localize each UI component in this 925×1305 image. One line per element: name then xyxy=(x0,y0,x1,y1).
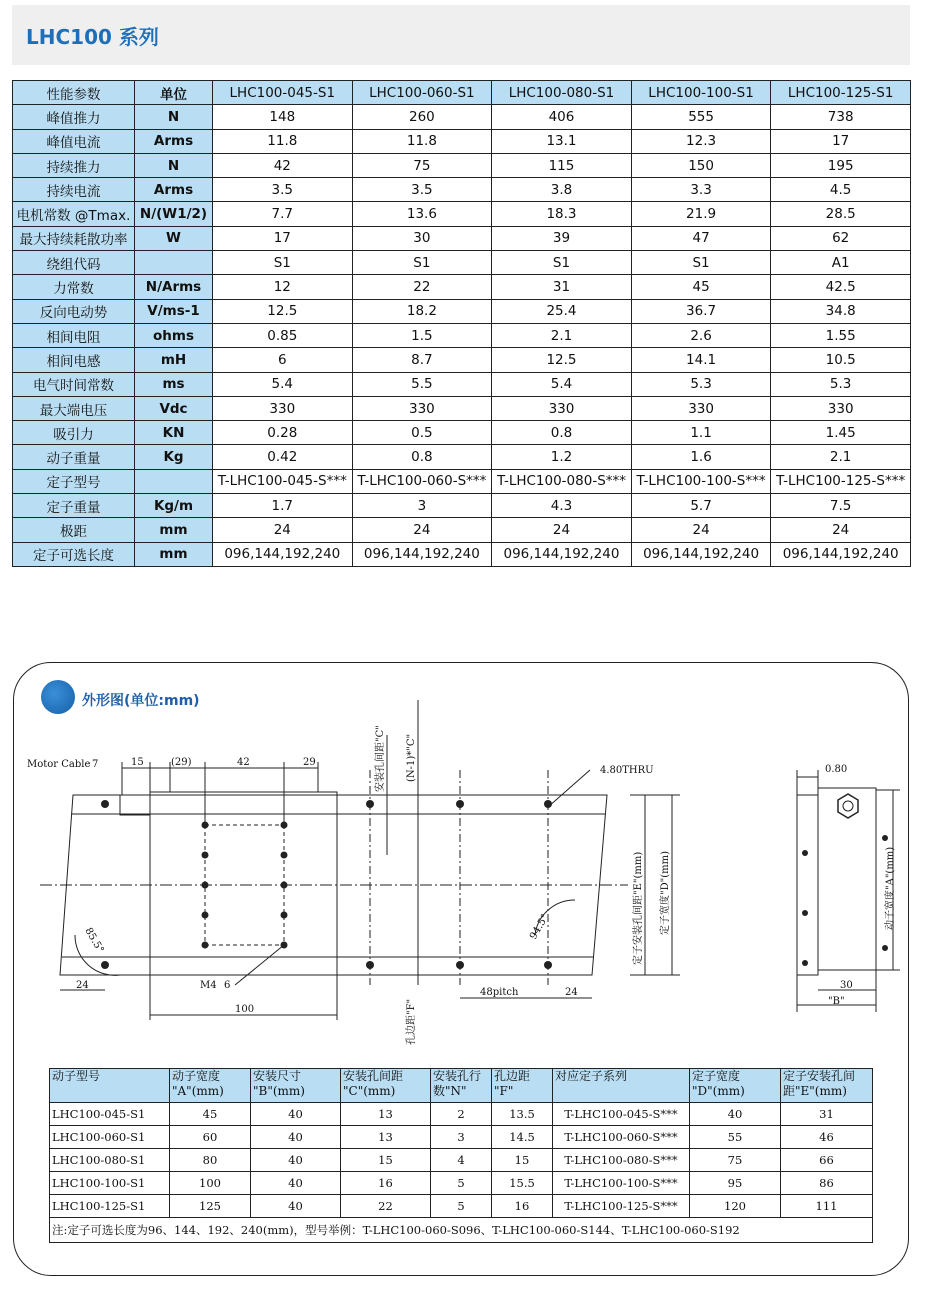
thru-label: 4.80THRU xyxy=(600,765,654,776)
spec-value-cell: 18.2 xyxy=(352,299,492,323)
dims-cell: 80 xyxy=(170,1149,251,1172)
dims-cell: LHC100-100-S1 xyxy=(50,1172,170,1195)
spec-value-cell: 4.3 xyxy=(492,494,632,518)
spec-header-cell: LHC100-045-S1 xyxy=(213,81,353,105)
spec-param-cell: 定子型号 xyxy=(13,469,135,493)
spec-header-cell: LHC100-100-S1 xyxy=(631,81,771,105)
dim-6: 6 xyxy=(224,980,231,991)
dims-header-cell: 动子型号 xyxy=(50,1069,170,1103)
spec-value-cell: 330 xyxy=(492,396,632,420)
spec-value-cell: 5.3 xyxy=(771,372,911,396)
dims-header-cell: 动子宽度 "A"(mm) xyxy=(170,1069,251,1103)
spec-value-cell: 45 xyxy=(631,275,771,299)
spec-value-cell: S1 xyxy=(492,251,632,275)
spec-value-cell: 12.3 xyxy=(631,129,771,153)
spec-value-cell: 75 xyxy=(352,153,492,177)
spec-header-cell: LHC100-080-S1 xyxy=(492,81,632,105)
spec-param-cell: 反向电动势 xyxy=(13,299,135,323)
dim-15: 15 xyxy=(131,757,144,768)
dims-cell: 15 xyxy=(492,1149,553,1172)
dim-29b: 29 xyxy=(303,757,316,768)
spec-value-cell: 330 xyxy=(771,396,911,420)
spec-value-cell: 18.3 xyxy=(492,202,632,226)
dims-table-row xyxy=(50,1195,873,1218)
side-view-mover xyxy=(818,788,876,970)
dims-header-cell: 安装孔行 数"N" xyxy=(431,1069,492,1103)
dims-cell: 15.5 xyxy=(492,1172,553,1195)
dims-cell: LHC100-125-S1 xyxy=(50,1195,170,1218)
spec-value-cell: 24 xyxy=(771,518,911,542)
dims-cell: 31 xyxy=(781,1103,873,1126)
spec-value-cell: 2.1 xyxy=(771,445,911,469)
dims-header-cell: 安装尺寸 "B"(mm) xyxy=(251,1069,341,1103)
spec-value-cell: 096,144,192,240 xyxy=(352,542,492,566)
spec-value-cell: 096,144,192,240 xyxy=(631,542,771,566)
spec-value-cell: 22 xyxy=(352,275,492,299)
spec-value-cell: 13.6 xyxy=(352,202,492,226)
spec-value-cell: 195 xyxy=(771,153,911,177)
dims-cell: 55 xyxy=(690,1126,781,1149)
dims-cell: 86 xyxy=(781,1172,873,1195)
dims-cell: T-LHC100-045-S*** xyxy=(553,1103,690,1126)
spec-value-cell: 3.3 xyxy=(631,178,771,202)
spec-header-cell: LHC100-125-S1 xyxy=(771,81,911,105)
spec-value-cell: 0.42 xyxy=(213,445,353,469)
outline-title: 外形图(单位:mm) xyxy=(82,693,200,709)
dims-cell: 16 xyxy=(341,1172,431,1195)
dims-table-row xyxy=(50,1149,873,1172)
spec-unit-cell: Arms xyxy=(135,129,213,153)
install-c-label: 安装孔间距"C" xyxy=(375,725,386,792)
dims-cell: 22 xyxy=(341,1195,431,1218)
spec-value-cell: 0.8 xyxy=(352,445,492,469)
spec-unit-cell: W xyxy=(135,226,213,250)
spec-unit-cell: N xyxy=(135,153,213,177)
dims-table-row xyxy=(50,1103,873,1126)
spec-value-cell: 14.1 xyxy=(631,348,771,372)
spec-value-cell: 11.8 xyxy=(352,129,492,153)
spec-value-cell: 34.8 xyxy=(771,299,911,323)
dims-cell: 40 xyxy=(251,1103,341,1126)
spec-value-cell: 3 xyxy=(352,494,492,518)
mover-a-label: 动子宽度"A"(mm) xyxy=(885,846,896,930)
spec-value-cell: 0.5 xyxy=(352,421,492,445)
spec-value-cell: 39 xyxy=(492,226,632,250)
spec-unit-cell: Vdc xyxy=(135,396,213,420)
spec-value-cell: 28.5 xyxy=(771,202,911,226)
dims-note-row xyxy=(50,1218,873,1243)
spec-value-cell: 5.4 xyxy=(492,372,632,396)
spec-unit-cell: mH xyxy=(135,348,213,372)
spec-param-cell: 定子可选长度 xyxy=(13,542,135,566)
spec-header-cell: LHC100-060-S1 xyxy=(352,81,492,105)
dims-cell: 13.5 xyxy=(492,1103,553,1126)
spec-unit-cell: Kg/m xyxy=(135,494,213,518)
spec-value-cell: 13.1 xyxy=(492,129,632,153)
spec-unit-cell: mm xyxy=(135,542,213,566)
spec-value-cell: 12.5 xyxy=(492,348,632,372)
dims-cell: 4 xyxy=(431,1149,492,1172)
dims-header-row xyxy=(50,1069,873,1103)
dim-24b: 24 xyxy=(565,987,578,998)
spec-value-cell: 2.6 xyxy=(631,323,771,347)
spec-unit-cell: V/ms-1 xyxy=(135,299,213,323)
spec-param-cell: 绕组代码 xyxy=(13,251,135,275)
spec-param-cell: 持续电流 xyxy=(13,178,135,202)
spec-param-cell: 力常数 xyxy=(13,275,135,299)
angle-85-label: 85.5° xyxy=(82,926,106,956)
spec-value-cell: 10.5 xyxy=(771,348,911,372)
spec-value-cell: S1 xyxy=(213,251,353,275)
spec-value-cell: 330 xyxy=(352,396,492,420)
spec-value-cell: 3.5 xyxy=(352,178,492,202)
spec-value-cell: 12 xyxy=(213,275,353,299)
spec-value-cell: 1.45 xyxy=(771,421,911,445)
dims-cell: LHC100-045-S1 xyxy=(50,1103,170,1126)
dim-30: 30 xyxy=(840,980,853,991)
spec-value-cell: T-LHC100-100-S*** xyxy=(631,469,771,493)
spec-param-cell: 定子重量 xyxy=(13,494,135,518)
spec-value-cell: 5.5 xyxy=(352,372,492,396)
dims-cell: T-LHC100-100-S*** xyxy=(553,1172,690,1195)
dim-42: 42 xyxy=(237,757,250,768)
spec-param-cell: 动子重量 xyxy=(13,445,135,469)
dim-29a: (29) xyxy=(171,757,192,768)
spec-value-cell: 8.7 xyxy=(352,348,492,372)
spec-header-cell: 单位 xyxy=(135,81,213,105)
spec-value-cell: 5.3 xyxy=(631,372,771,396)
dims-cell: 15 xyxy=(341,1149,431,1172)
phi7-label: 7 xyxy=(92,759,99,770)
spec-value-cell: 7.7 xyxy=(213,202,353,226)
dims-cell: 111 xyxy=(781,1195,873,1218)
spec-unit-cell: ms xyxy=(135,372,213,396)
spec-value-cell: A1 xyxy=(771,251,911,275)
spec-param-cell: 峰值电流 xyxy=(13,129,135,153)
dims-table-row xyxy=(50,1172,873,1195)
dim-100: 100 xyxy=(235,1004,255,1015)
spec-value-cell: 150 xyxy=(631,153,771,177)
spec-value-cell: 0.85 xyxy=(213,323,353,347)
dims-cell: 45 xyxy=(170,1103,251,1126)
spec-value-cell: 1.1 xyxy=(631,421,771,445)
spec-param-cell: 电气时间常数 xyxy=(13,372,135,396)
spec-value-cell: 0.8 xyxy=(492,421,632,445)
dims-header-cell: 孔边距 "F" xyxy=(492,1069,553,1103)
spec-param-cell: 相间电感 xyxy=(13,348,135,372)
spec-param-cell: 极距 xyxy=(13,518,135,542)
spec-value-cell: T-LHC100-060-S*** xyxy=(352,469,492,493)
spec-unit-cell: mm xyxy=(135,518,213,542)
dims-cell: 66 xyxy=(781,1149,873,1172)
dims-cell: 14.5 xyxy=(492,1126,553,1149)
angle-94-label: 94.5° xyxy=(528,912,552,942)
dim-48pitch: 48pitch xyxy=(480,987,519,998)
spec-param-cell: 电机常数 @Tmax. xyxy=(13,202,135,226)
dims-cell: 100 xyxy=(170,1172,251,1195)
dims-cell: 5 xyxy=(431,1172,492,1195)
dims-cell: 60 xyxy=(170,1126,251,1149)
dims-cell: T-LHC100-125-S*** xyxy=(553,1195,690,1218)
edge-f-label: 孔边距"F" xyxy=(406,998,417,1045)
dims-table-row xyxy=(50,1126,873,1149)
dims-cell: 120 xyxy=(690,1195,781,1218)
spec-value-cell: 1.7 xyxy=(213,494,353,518)
motor-cable-label: Motor Cable xyxy=(27,759,91,770)
dims-cell: LHC100-060-S1 xyxy=(50,1126,170,1149)
spec-value-cell: 738 xyxy=(771,105,911,129)
spec-value-cell: 11.8 xyxy=(213,129,353,153)
spec-value-cell: S1 xyxy=(352,251,492,275)
dims-cell: 125 xyxy=(170,1195,251,1218)
dims-cell: 40 xyxy=(251,1149,341,1172)
dims-cell: 16 xyxy=(492,1195,553,1218)
spec-param-cell: 峰值推力 xyxy=(13,105,135,129)
n1c-label: (N-1)*"C" xyxy=(406,733,417,782)
dims-cell: LHC100-080-S1 xyxy=(50,1149,170,1172)
spec-value-cell: 36.7 xyxy=(631,299,771,323)
dims-cell: 40 xyxy=(251,1195,341,1218)
spec-value-cell: 4.5 xyxy=(771,178,911,202)
dims-cell: 5 xyxy=(431,1195,492,1218)
spec-header-cell: 性能参数 xyxy=(13,81,135,105)
spec-value-cell: 62 xyxy=(771,226,911,250)
spec-unit-cell: N/Arms xyxy=(135,275,213,299)
spec-value-cell: 5.4 xyxy=(213,372,353,396)
spec-value-cell: 1.5 xyxy=(352,323,492,347)
spec-value-cell: 115 xyxy=(492,153,632,177)
dims-header-cell: 定子宽度 "D"(mm) xyxy=(690,1069,781,1103)
spec-value-cell: 21.9 xyxy=(631,202,771,226)
spec-value-cell: 406 xyxy=(492,105,632,129)
spec-value-cell: 1.6 xyxy=(631,445,771,469)
dims-cell: 2 xyxy=(431,1103,492,1126)
dims-cell: 46 xyxy=(781,1126,873,1149)
spec-value-cell: 096,144,192,240 xyxy=(492,542,632,566)
spec-value-cell: 260 xyxy=(352,105,492,129)
spec-param-cell: 持续推力 xyxy=(13,153,135,177)
spec-value-cell: 5.7 xyxy=(631,494,771,518)
spec-unit-cell: ohms xyxy=(135,323,213,347)
m4-label: M4 xyxy=(200,980,217,991)
dims-cell: T-LHC100-080-S*** xyxy=(553,1149,690,1172)
spec-value-cell: 148 xyxy=(213,105,353,129)
spec-value-cell: 096,144,192,240 xyxy=(771,542,911,566)
dims-table xyxy=(49,1068,873,1243)
spec-value-cell: 24 xyxy=(352,518,492,542)
dims-cell: 13 xyxy=(341,1126,431,1149)
spec-value-cell: 17 xyxy=(771,129,911,153)
spec-value-cell: 17 xyxy=(213,226,353,250)
spec-value-cell: 3.5 xyxy=(213,178,353,202)
spec-value-cell: 1.2 xyxy=(492,445,632,469)
spec-value-cell: 30 xyxy=(352,226,492,250)
spec-value-cell: 12.5 xyxy=(213,299,353,323)
spec-value-cell: 31 xyxy=(492,275,632,299)
dims-header-cell: 对应定子系列 xyxy=(553,1069,690,1103)
spec-value-cell: 6 xyxy=(213,348,353,372)
spec-param-cell: 最大端电压 xyxy=(13,396,135,420)
spec-unit-cell: Kg xyxy=(135,445,213,469)
spec-value-cell: S1 xyxy=(631,251,771,275)
spec-unit-cell: N/(W1/2) xyxy=(135,202,213,226)
spec-param-cell: 相间电阻 xyxy=(13,323,135,347)
stator-e-label: 定子安装孔间距"E"(mm) xyxy=(633,851,644,965)
spec-value-cell: 7.5 xyxy=(771,494,911,518)
spec-value-cell: T-LHC100-045-S*** xyxy=(213,469,353,493)
spec-value-cell: 096,144,192,240 xyxy=(213,542,353,566)
spec-value-cell: 555 xyxy=(631,105,771,129)
dim-24a: 24 xyxy=(76,980,89,991)
spec-value-cell: T-LHC100-125-S*** xyxy=(771,469,911,493)
dims-table-body xyxy=(50,1103,873,1243)
spec-param-cell: 最大持续耗散功率 xyxy=(13,226,135,250)
spec-value-cell: T-LHC100-080-S*** xyxy=(492,469,632,493)
spec-value-cell: 24 xyxy=(631,518,771,542)
spec-value-cell: 47 xyxy=(631,226,771,250)
spec-unit-cell: KN xyxy=(135,421,213,445)
spec-value-cell: 2.1 xyxy=(492,323,632,347)
spec-value-cell: 25.4 xyxy=(492,299,632,323)
dims-cell: 3 xyxy=(431,1126,492,1149)
dims-cell: 75 xyxy=(690,1149,781,1172)
page-title: LHC100 系列 xyxy=(26,25,159,49)
spec-value-cell: 0.28 xyxy=(213,421,353,445)
dims-header-cell: 定子安装孔间 距"E"(mm) xyxy=(781,1069,873,1103)
dims-cell: T-LHC100-060-S*** xyxy=(553,1126,690,1149)
dims-note: 注:定子可选长度为96、144、192、240(mm)，型号举例：T-LHC100-060-S096、T-LHC100-060-S144、T-LHC100-060-S192 xyxy=(50,1218,873,1243)
dims-cell: 95 xyxy=(690,1172,781,1195)
stator-d-label: 定子宽度"D"(mm) xyxy=(660,851,671,935)
spec-value-cell: 24 xyxy=(213,518,353,542)
dim-b: "B" xyxy=(828,996,845,1007)
dims-cell: 40 xyxy=(251,1172,341,1195)
spec-value-cell: 24 xyxy=(492,518,632,542)
dims-cell: 40 xyxy=(690,1103,781,1126)
dims-header-cell: 安装孔间距 "C"(mm) xyxy=(341,1069,431,1103)
spec-value-cell: 42 xyxy=(213,153,353,177)
spec-value-cell: 3.8 xyxy=(492,178,632,202)
spec-param-cell: 吸引力 xyxy=(13,421,135,445)
spec-value-cell: 330 xyxy=(631,396,771,420)
spec-unit-cell: Arms xyxy=(135,178,213,202)
dims-cell: 40 xyxy=(251,1126,341,1149)
spec-value-cell: 330 xyxy=(213,396,353,420)
mover-outline xyxy=(150,792,337,975)
dim-080: 0.80 xyxy=(825,764,848,775)
dims-cell: 13 xyxy=(341,1103,431,1126)
spec-unit-cell: N xyxy=(135,105,213,129)
spec-value-cell: 42.5 xyxy=(771,275,911,299)
spec-value-cell: 1.55 xyxy=(771,323,911,347)
